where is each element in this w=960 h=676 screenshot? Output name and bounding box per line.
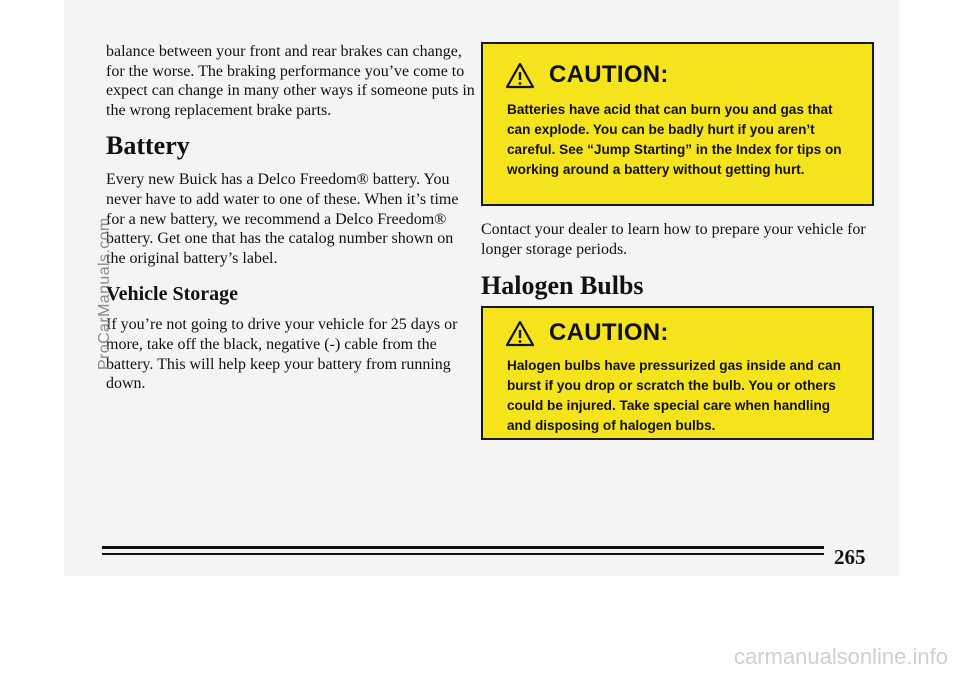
brakes-intro-paragraph: balance between your front and rear brakes can change, for the worse. The braking performance you’ve come to expect can change in many other ways if someone puts in the wrong replacement brake parts. (106, 43, 475, 119)
caution-halogen-title: CAUTION: (549, 319, 669, 346)
site-watermark: carmanualsonline.info (733, 644, 948, 669)
caution-battery-title: CAUTION: (549, 61, 669, 88)
footer-rule-bottom (102, 553, 824, 555)
halogen-bulbs-heading: Halogen Bulbs (481, 271, 644, 301)
vehicle-storage-paragraph: If you’re not going to drive your vehicle for 25 days or more, take off the black, negative (-) cable from the battery. This will help keep your battery from running down. (106, 316, 458, 393)
caution-halogen-text: Halogen bulbs have pressurized gas inside and can burst if you drop or scratch the bulb. You or others could be injured. Take special care when handling and disposing of halogen bulbs. (507, 358, 841, 433)
right-column (481, 220, 881, 301)
warning-triangle-icon (505, 62, 535, 89)
caution-battery-text: Batteries have acid that can burn you and gas that can explode. You can be badly hurt if you aren’t careful. See “Jump Starting” in the Index for tips on working around a battery without getting hurt. (507, 102, 842, 177)
storage-contact-paragraph: Contact your dealer to learn how to prepare your vehicle for longer storage periods. (481, 221, 866, 258)
caution-battery-header (505, 58, 669, 92)
caution-halogen-box (481, 306, 874, 440)
page-number: 265 (834, 545, 866, 569)
battery-heading: Battery (106, 131, 190, 161)
vehicle-storage-heading: Vehicle Storage (106, 283, 239, 306)
caution-halogen-header (505, 316, 669, 350)
footer-rule-top (102, 546, 824, 549)
battery-paragraph: Every new Buick has a Delco Freedom® battery. You never have to add water to one of these. When it’s time for a new battery, we recommend a Delco Freedom® battery. Get one that has the catalog number shown on the original battery’s label. (106, 171, 459, 267)
caution-battery-box (481, 42, 874, 206)
procarmanuals-watermark: ProCarManuals.com (96, 217, 113, 370)
warning-triangle-icon (505, 320, 535, 347)
left-column (106, 42, 476, 394)
